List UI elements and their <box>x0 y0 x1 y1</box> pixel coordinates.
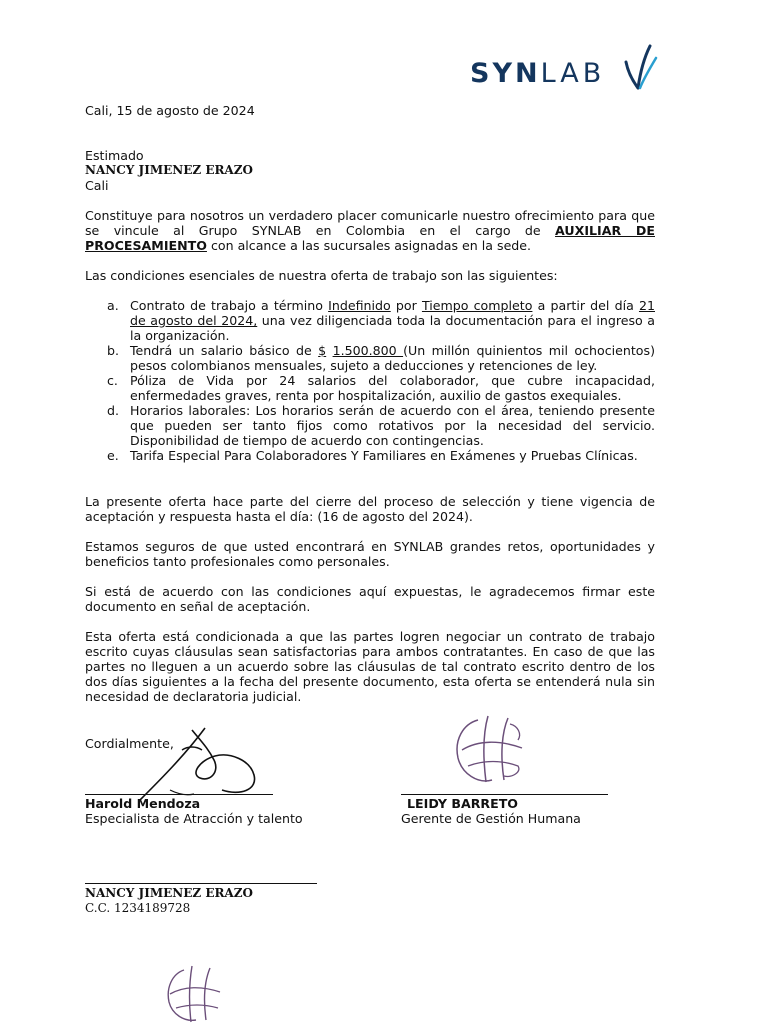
signer-right-name: LEIDY BARRETO <box>407 796 518 811</box>
confidence-paragraph: Estamos seguros de que usted encontrará en SYNLAB grandes retos, oportunidades y beneficios tanto profesionales como personales. <box>85 539 655 569</box>
condition-item-d: d. Horarios laborales: Los horarios serán de acuerdo con el área, teniendo presente que pueden ser tanto fijos como rotativos por la necesidad del servicio. Disponibilidad de tiempo de acuerdo con contingencias. <box>107 403 655 448</box>
candidate-id-number: 1234189728 <box>113 901 191 915</box>
intro-paragraph: Constituye para nosotros un verdadero placer comunicarle nuestro ofrecimiento para que se vincule al Grupo SYNLAB en Colombia en el cargo de AUXILIAR DE PROCESAMIENTO con alcance a las sucursales asignadas en la sede. <box>85 208 655 253</box>
signer-right-title: Gerente de Gestión Humana <box>401 811 581 826</box>
recipient-name: NANCY JIMENEZ ERAZO <box>85 163 253 177</box>
signature-line-right <box>401 794 608 795</box>
signature-line-candidate <box>85 883 317 884</box>
logo-wordmark: SYNLAB <box>470 58 606 89</box>
conditions-intro: Las condiciones esenciales de nuestra oferta de trabajo son las siguientes: <box>85 268 558 283</box>
condition-paragraph: Esta oferta está condicionada a que las partes logren negociar un contrato de trabajo escrito cuyas cláusulas sean satisfactorias para ambos contratantes. En caso de que las partes no lleguen a un acuerdo sobre las cláusulas de tal contrato escrito dentro de los dos días siguientes a la fecha del presente documento, esta oferta se entenderá nula sin necesidad de declaratoria judicial. <box>85 629 655 704</box>
list-marker: a. <box>107 298 119 313</box>
validity-paragraph: La presente oferta hace parte del cierre del proceso de selección y tiene vigencia de aceptación y respuesta hasta el día: (16 de agosto del 2024). <box>85 494 655 524</box>
letter-date: Cali, 15 de agosto de 2024 <box>85 103 255 118</box>
recipient-city: Cali <box>85 178 109 193</box>
signer-left-name: Harold Mendoza <box>85 796 201 811</box>
list-marker: e. <box>107 448 119 463</box>
conditions-list <box>85 298 655 463</box>
list-marker: c. <box>107 373 118 388</box>
leidy-signature-image <box>448 710 528 790</box>
condition-item-a: a. Contrato de trabajo a término Indefinido por Tiempo completo a partir del día 21 de agosto del 2024, una vez diligenciada toda la documentación para el ingreso a la organización. <box>107 298 655 343</box>
condition-item-b: b. Tendrá un salario básico de $ 1.500.800 (Un millón quinientos mil ochocientos) pesos colombianos mensuales, sujeto a deducciones y retenciones de ley. <box>107 343 655 373</box>
condition-item-c: c. Póliza de Vida por 24 salarios del colaborador, que cubre incapacidad, enfermedades graves, renta por hospitalización, auxilio de gastos exequiales. <box>107 373 655 403</box>
salutation: Estimado <box>85 148 144 163</box>
candidate-id: C.C. 1234189728 <box>85 901 191 915</box>
synlab-leaf-icon <box>620 44 660 92</box>
closing: Cordialmente, <box>85 736 174 751</box>
candidate-signature-image <box>160 962 226 1024</box>
condition-item-e: e. Tarifa Especial Para Colaboradores Y Familiares en Exámenes y Pruebas Clínicas. <box>107 448 638 463</box>
synlab-logo <box>470 44 660 92</box>
candidate-name: NANCY JIMENEZ ERAZO <box>85 886 253 900</box>
signature-line-left <box>85 794 273 795</box>
list-marker: d. <box>107 403 119 418</box>
list-marker: b. <box>107 343 119 358</box>
position-title: AUXILIAR DE PROCESAMIENTO <box>85 223 655 253</box>
acceptance-paragraph: Si está de acuerdo con las condiciones aquí expuestas, le agradecemos firmar este documento en señal de aceptación. <box>85 584 655 614</box>
signer-left-title: Especialista de Atracción y talento <box>85 811 303 826</box>
